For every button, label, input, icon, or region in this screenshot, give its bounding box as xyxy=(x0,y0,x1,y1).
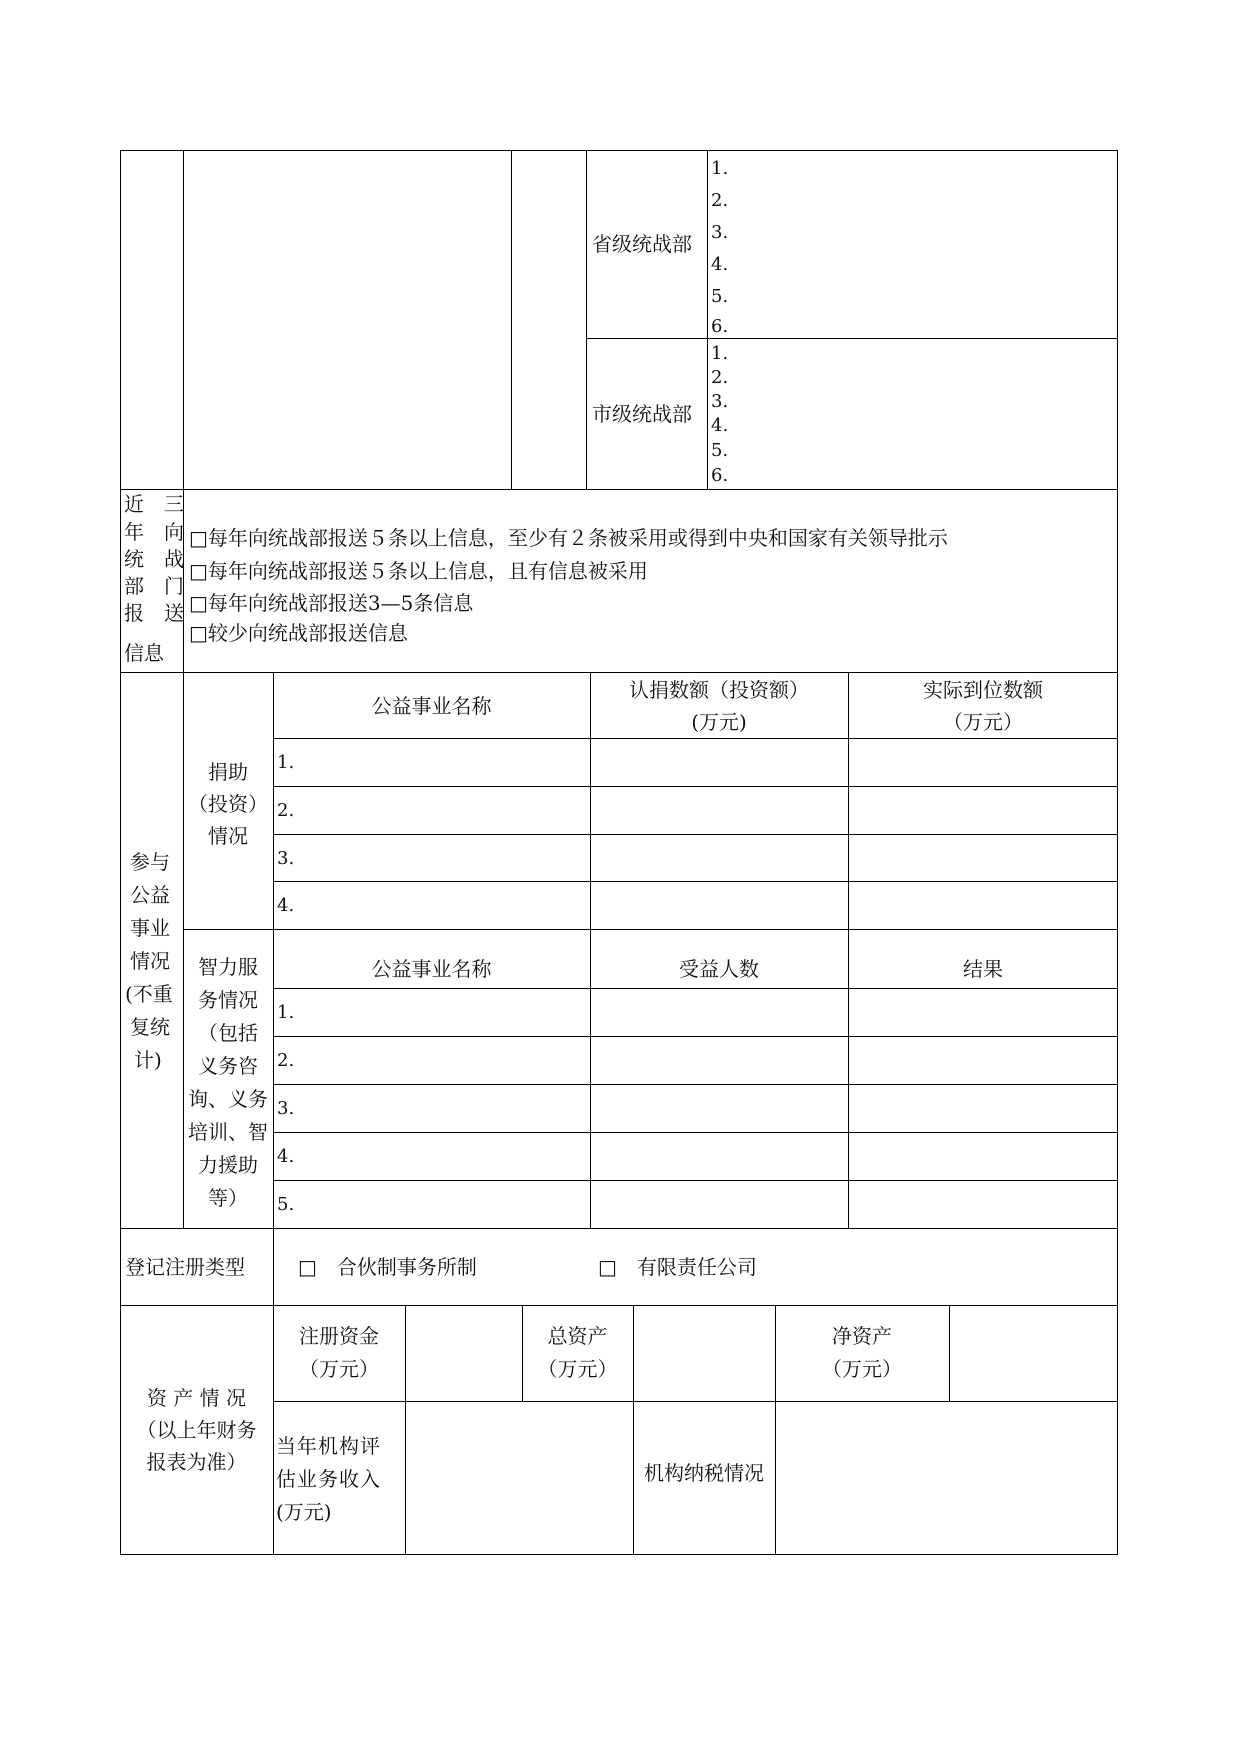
total-assets-field[interactable] xyxy=(634,1306,775,1401)
annual-revenue-field[interactable] xyxy=(406,1402,633,1554)
provincial-dept-item: 3. xyxy=(711,222,729,243)
donation-row-number: 1. xyxy=(277,752,295,773)
intellectual-row-number: 4. xyxy=(277,1146,295,1167)
net-assets-field[interactable] xyxy=(950,1306,1117,1401)
intellectual-row-number: 1. xyxy=(277,1002,295,1023)
city-dept-item: 6. xyxy=(711,465,729,486)
city-dept-label: 市级统战部 xyxy=(592,402,692,426)
intellectual-col-project-name: 公益事业名称 xyxy=(371,957,492,981)
tax-status-label: 机构纳税情况 xyxy=(644,1461,764,1485)
donation-row-number: 2. xyxy=(277,800,295,821)
provincial-dept-label: 省级统战部 xyxy=(592,232,692,256)
info-option-checkbox[interactable]: □每年向统战部报送５条以上信息，至少有２条被采用或得到中央和国家有关领导批示 xyxy=(189,526,948,550)
provincial-dept-item: 5. xyxy=(711,286,729,307)
provincial-dept-item: 4. xyxy=(711,254,729,275)
intellectual-row-number: 3. xyxy=(277,1098,295,1119)
city-dept-item: 3. xyxy=(711,391,729,412)
city-dept-item: 5. xyxy=(711,440,729,461)
city-dept-item: 2. xyxy=(711,367,729,388)
intellectual-col-result: 结果 xyxy=(963,957,1003,981)
registration-option-llc[interactable]: □ 有限责任公司 xyxy=(598,1255,757,1279)
info-option-checkbox[interactable]: □较少向统战部报送信息 xyxy=(189,621,408,645)
intellectual-row-number: 5. xyxy=(277,1194,295,1215)
city-dept-item: 4. xyxy=(711,415,729,436)
registration-type-label: 登记注册类型 xyxy=(125,1255,245,1279)
donation-col-project-name: 公益事业名称 xyxy=(371,694,492,718)
provincial-dept-item: 1. xyxy=(711,158,729,179)
info-option-checkbox[interactable]: □每年向统战部报送５条以上信息，且有信息被采用 xyxy=(189,559,648,583)
intellectual-row-number: 2. xyxy=(277,1050,295,1071)
donation-row-number: 3. xyxy=(277,848,295,869)
tax-status-field[interactable] xyxy=(776,1402,1117,1554)
application-form-page: 省级统战部 1. 2. 3. 4. 5. 6. 市级统战部 1. 2. 3. 4. 5. 6. 近 三 年 向 统 战 部 门 报 送 信息 □每年向统战部报送５条以上信息，至少有２条被采用或得到中央和国家有关领导批示 □每年向统战部报送５条以上信息，且有信息被采用 □每年向统战部报送3—5条信息 □较少向统战部报送信息 参与 公益 事业 情况 (不重 复统 计) 捐助 （投资） 情况 公益事业名称 认捐数额（投资额） (万元) 实际到位数额 （万元） 1. 2. 3. 4. 智力服 务情况 （包括 义务咨 询、义务 培训、智 力援助 等） 公益事业名称 受益人数 结果 1. 2. 3. 4. 5. 登记注册类型 □ 合伙制事务所制 □ 有限责任公司 资 产 情 况 （以上年财务 报表为准） 注册资金 （万元） 总资产 （万元） 净资产 （万元） 当年机构评 估业务收入 (万元) 机构纳税情况 xyxy=(0,0,1241,1754)
registered-capital-field[interactable] xyxy=(406,1306,522,1401)
donation-row-number: 4. xyxy=(277,895,295,916)
provincial-dept-item: 6. xyxy=(711,316,729,337)
registration-option-partnership[interactable]: □ 合伙制事务所制 xyxy=(298,1255,477,1279)
provincial-dept-item: 2. xyxy=(711,190,729,211)
intellectual-col-beneficiaries: 受益人数 xyxy=(679,957,759,981)
info-option-checkbox[interactable]: □每年向统战部报送3—5条信息 xyxy=(189,591,474,615)
city-dept-item: 1. xyxy=(711,343,729,364)
